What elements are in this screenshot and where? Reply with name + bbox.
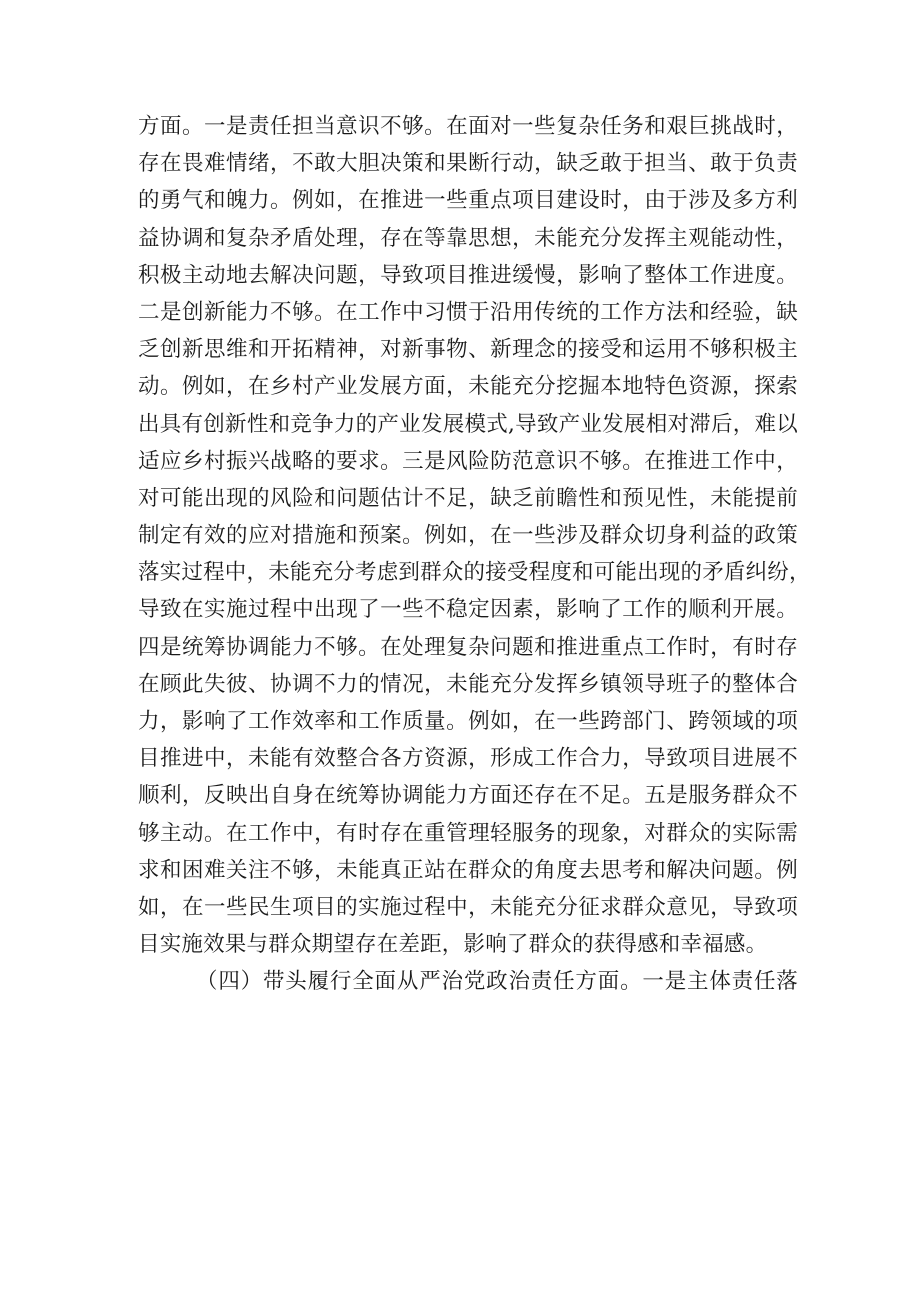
- text-line: 落实过程中，未能充分考虑到群众的接受程度和可能出现的矛盾纠纷，: [138, 560, 811, 586]
- text-line: 乏创新思维和开拓精神，对新事物、新理念的接受和运用不够积极主: [138, 337, 798, 363]
- text-line: 的勇气和魄力。例如，在推进一些重点项目建设时，由于涉及多方利: [138, 188, 798, 214]
- text-line: 对可能出现的风险和问题估计不足，缺乏前瞻性和预见性，未能提前: [138, 485, 798, 511]
- text-line: 二是创新能力不够。在工作中习惯于沿用传统的工作方法和经验，缺: [138, 299, 798, 325]
- text-line: 顺利，反映出自身在统筹协调能力方面还存在不足。五是服务群众不: [138, 783, 798, 809]
- text-line: 适应乡村振兴战略的要求。三是风险防范意识不够。在推进工作中，: [138, 448, 798, 474]
- text-line: 动。例如，在乡村产业发展方面，未能充分挖掘本地特色资源，探索: [138, 374, 798, 400]
- text-line: 够主动。在工作中，有时存在重管理轻服务的现象，对群众的实际需: [138, 820, 798, 846]
- text-line: 益协调和复杂矛盾处理，存在等靠思想，未能充分发挥主观能动性，: [138, 225, 798, 251]
- text-line: 积极主动地去解决问题，导致项目推进缓慢，影响了整体工作进度。: [138, 262, 798, 288]
- text-line: 制定有效的应对措施和预案。例如，在一些涉及群众切身利益的政策: [138, 523, 798, 549]
- text-line: 导致在实施过程中出现了一些不稳定因素，影响了工作的顺利开展。: [138, 597, 798, 623]
- text-line: 出具有创新性和竞争力的产业发展模式,导致产业发展相对滞后，难以: [138, 411, 798, 437]
- text-line: 力，影响了工作效率和工作质量。例如，在一些跨部门、跨领域的项: [138, 709, 798, 734]
- text-line: 求和困难关注不够，未能真正站在群众的角度去思考和解决问题。例: [138, 857, 798, 883]
- text-line: 目推进中，未能有效整合各方资源，形成工作合力，导致项目进展不: [138, 746, 798, 772]
- text-line: 在顾此失彼、协调不力的情况，未能充分发挥乡镇领导班子的整体合: [138, 671, 798, 697]
- text-line: 目实施效果与群众期望存在差距，影响了群众的获得感和幸福感。: [138, 932, 768, 958]
- section-heading-line: （四）带头履行全面从严治党政治责任方面。一是主体责任落: [196, 969, 798, 995]
- text-line: 方面。一是责任担当意识不够。在面对一些复杂任务和艰巨挑战时，: [138, 114, 798, 139]
- text-line: 存在畏难情绪，不敢大胆决策和果断行动，缺乏敢于担当、敢于负责: [138, 151, 798, 177]
- text-line: 四是统筹协调能力不够。在处理复杂问题和推进重点工作时，有时存: [138, 634, 798, 660]
- body-text: [138, 108, 811, 1001]
- text-line: 如，在一些民生项目的实施过程中，未能充分征求群众意见，导致项: [138, 894, 798, 920]
